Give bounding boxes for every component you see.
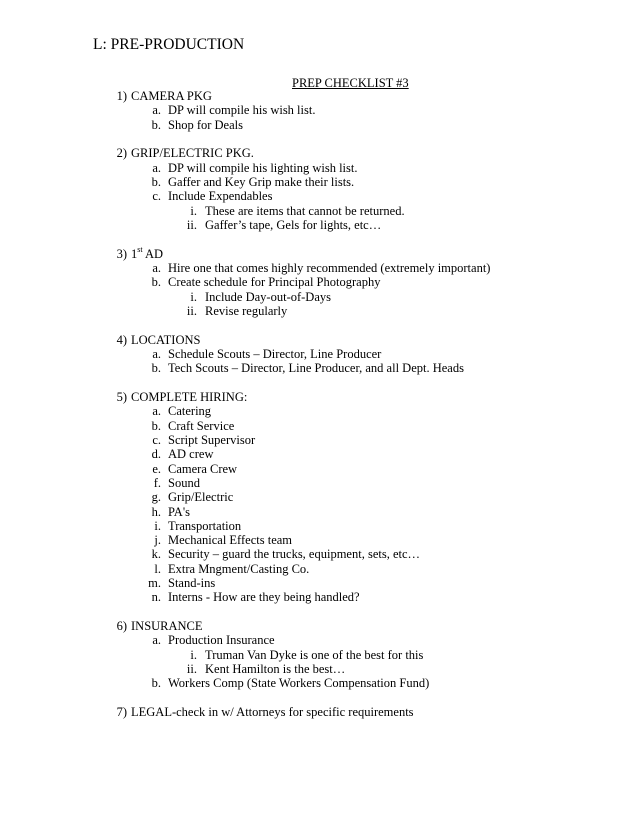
list-item-main: Create schedule for Principal Photography <box>168 275 381 290</box>
list-marker: d. <box>151 447 161 462</box>
list-item-text <box>131 146 254 161</box>
checklist-line-level-1 <box>0 146 638 161</box>
list-marker: 1) <box>116 89 127 103</box>
list-item-text <box>131 333 200 348</box>
list-marker: k. <box>151 547 161 562</box>
list-marker: 2) <box>116 146 127 161</box>
list-item-text <box>168 676 429 691</box>
list-item-main: Catering <box>168 404 212 419</box>
list-item-main: GRIP/ELECTRIC PKG. <box>131 146 254 161</box>
list-marker: f. <box>153 475 161 490</box>
checklist-line-level-1 <box>0 390 638 405</box>
list-marker: ii. <box>186 217 197 232</box>
checklist-line-level-2 <box>0 189 638 204</box>
list-item-text <box>168 118 243 133</box>
checklist-line-level-2 <box>0 590 638 605</box>
list-marker: a. <box>152 633 161 648</box>
list-item-main: Gaffer’s tape, Gels for lights, etc… <box>205 217 382 232</box>
list-item-main: Extra Mngment/Casting Co. <box>168 561 310 576</box>
list-item-text <box>168 347 381 362</box>
list-item-text <box>168 161 357 176</box>
list-marker: i. <box>190 203 197 218</box>
checklist-line-level-2 <box>0 533 638 548</box>
list-item-text <box>168 576 215 591</box>
list-marker: i. <box>190 289 197 304</box>
list-marker: g. <box>151 490 161 505</box>
list-item-text <box>168 633 275 648</box>
list-item-text <box>168 189 272 204</box>
checklist-line-level-2 <box>0 103 638 118</box>
list-item-main: Stand-ins <box>168 576 216 590</box>
list-item-main: Mechanical Effects team <box>168 533 293 548</box>
list-marker: b. <box>151 676 161 691</box>
list-item-text <box>168 275 380 290</box>
list-marker: b. <box>151 418 161 433</box>
list-item-text <box>168 590 360 605</box>
list-item-text <box>168 261 490 276</box>
list-marker: a. <box>152 160 161 175</box>
checklist-line-level-2 <box>0 547 638 562</box>
list-item-main: Schedule Scouts – Director, Line Producer <box>168 347 382 361</box>
list-marker: i. <box>154 518 161 533</box>
checklist-line-level-2 <box>0 490 638 505</box>
list-marker: ii. <box>186 303 197 318</box>
checklist-line-level-2 <box>0 261 638 276</box>
list-item-text <box>168 490 233 505</box>
checklist-line-level-2 <box>0 404 638 419</box>
list-item-main: Grip/Electric <box>168 490 234 505</box>
list-marker: 5) <box>116 390 127 405</box>
checklist-line-level-3 <box>0 662 638 677</box>
checklist-line-level-2 <box>0 118 638 133</box>
list-marker: 4) <box>116 332 127 347</box>
checklist-line-level-2 <box>0 361 638 376</box>
list-item-main: Gaffer and Key Grip make their lists. <box>168 175 355 189</box>
list-item-text <box>131 705 414 720</box>
list-marker: b. <box>151 361 161 376</box>
list-item-main: Revise regularly <box>205 303 288 318</box>
list-item-main: Tech Scouts – Director, Line Producer, and all Dept. Heads <box>168 361 464 376</box>
list-item-text <box>131 390 247 405</box>
list-marker: e. <box>152 461 161 476</box>
list-marker: 6) <box>116 619 127 634</box>
list-item-main: COMPLETE HIRING: <box>131 390 248 405</box>
list-item-main: LOCATIONS <box>131 332 201 347</box>
list-item-text <box>168 404 211 419</box>
checklist-line-level-2 <box>0 175 638 190</box>
checklist-line-level-3 <box>0 648 638 663</box>
list-marker: b. <box>151 175 161 189</box>
list-item-main: Security – guard the trucks, equipment, sets, etc… <box>168 547 421 562</box>
checklist-line-level-2 <box>0 633 638 648</box>
list-item-text <box>205 204 405 219</box>
checklist-line-level-2 <box>0 576 638 591</box>
list-item-suffix: AD <box>142 246 164 261</box>
list-marker: ii. <box>186 662 197 676</box>
document-title: PREP CHECKLIST #3 <box>292 76 409 90</box>
ordinal-superscript: st <box>137 244 143 254</box>
list-marker: n. <box>151 590 161 605</box>
list-item-main: Kent Hamilton is the best… <box>205 662 346 676</box>
list-item-text <box>168 476 200 491</box>
checklist-line-level-2 <box>0 275 638 290</box>
list-item-text <box>168 533 292 548</box>
list-item-text <box>205 662 345 677</box>
list-item-main: These are items that cannot be returned. <box>205 203 405 218</box>
list-item-text <box>131 89 212 104</box>
checklist-line-level-1 <box>0 89 638 104</box>
list-marker: j. <box>154 533 161 548</box>
list-item-text <box>168 103 315 118</box>
list-item-main: AD crew <box>168 447 214 462</box>
checklist-line-level-2 <box>0 419 638 434</box>
checklist-line-level-1 <box>0 244 638 262</box>
list-marker: b. <box>151 275 161 290</box>
list-item-main: Include Day-out-of-Days <box>205 289 331 304</box>
list-item-main: CAMERA PKG <box>131 89 212 103</box>
list-marker: c. <box>152 189 161 204</box>
list-item-text <box>205 304 287 319</box>
list-item-text <box>168 175 354 190</box>
list-item-main: Truman Van Dyke is one of the best for this <box>205 647 424 662</box>
list-item-main: Shop for Deals <box>168 117 243 132</box>
list-item-text <box>168 447 213 462</box>
list-marker: i. <box>190 647 197 662</box>
checklist-line-level-2 <box>0 161 638 176</box>
list-item-text <box>168 562 309 577</box>
checklist-line-level-2 <box>0 562 638 577</box>
list-marker: h. <box>151 504 161 519</box>
list-item-main: Camera Crew <box>168 461 238 476</box>
list-marker: a. <box>152 404 161 419</box>
checklist-line-level-2 <box>0 447 638 462</box>
checklist-line-level-2 <box>0 476 638 491</box>
checklist-line-level-3 <box>0 218 638 233</box>
list-item-main: Interns - How are they being handled? <box>168 590 360 605</box>
list-marker: m. <box>148 576 161 590</box>
list-marker: a. <box>152 103 161 118</box>
list-marker: l. <box>154 561 161 576</box>
checklist-line-level-2 <box>0 433 638 448</box>
list-item-main: Sound <box>168 475 200 490</box>
checklist-line-level-3 <box>0 304 638 319</box>
list-item-main: Script Supervisor <box>168 433 256 447</box>
checklist-line-level-3 <box>0 204 638 219</box>
list-item-main: Transportation <box>168 518 242 533</box>
list-marker: 3) <box>116 246 127 261</box>
list-item-main: LEGAL-check in w/ Attorneys for specific requirements <box>131 705 414 720</box>
checklist-line-level-2 <box>0 505 638 520</box>
list-item-main: INSURANCE <box>131 619 203 634</box>
list-item-text <box>168 419 234 434</box>
checklist-line-level-1 <box>0 619 638 634</box>
list-item-text <box>168 433 255 448</box>
list-item-main: Hire one that comes highly recommended (extremely important) <box>168 261 491 275</box>
list-item-text <box>205 218 381 233</box>
checklist-line-level-1 <box>0 705 638 720</box>
list-item-text <box>168 547 420 562</box>
list-marker: a. <box>152 347 161 361</box>
checklist-line-level-2 <box>0 462 638 477</box>
list-item-main: PA's <box>168 504 190 519</box>
list-item-main: DP will compile his lighting wish list. <box>168 160 358 175</box>
list-item-text <box>205 290 331 305</box>
list-marker: a. <box>152 261 161 275</box>
list-item-text <box>131 619 203 634</box>
list-item-main: Workers Comp (State Workers Compensation Fund) <box>168 676 430 691</box>
checklist-line-level-2 <box>0 519 638 534</box>
list-item-text <box>205 648 423 663</box>
checklist-line-level-2 <box>0 347 638 362</box>
list-marker: b. <box>151 117 161 132</box>
list-item-main: Include Expendables <box>168 189 273 204</box>
list-item-text <box>131 244 164 262</box>
list-item-text <box>168 519 241 534</box>
checklist-line-level-1 <box>0 333 638 348</box>
list-item-main: DP will compile his wish list. <box>168 103 316 118</box>
list-item-text <box>168 505 190 520</box>
list-item-main: Production Insurance <box>168 633 275 648</box>
checklist-line-level-3 <box>0 290 638 305</box>
list-item-text <box>168 361 464 376</box>
section-title: L: PRE-PRODUCTION <box>93 36 245 53</box>
list-item-main: 1 <box>131 246 138 261</box>
list-marker: c. <box>152 433 161 447</box>
checklist-line-level-2 <box>0 676 638 691</box>
list-item-text <box>168 462 237 477</box>
list-item-main: Craft Service <box>168 418 235 433</box>
list-marker: 7) <box>116 705 127 720</box>
